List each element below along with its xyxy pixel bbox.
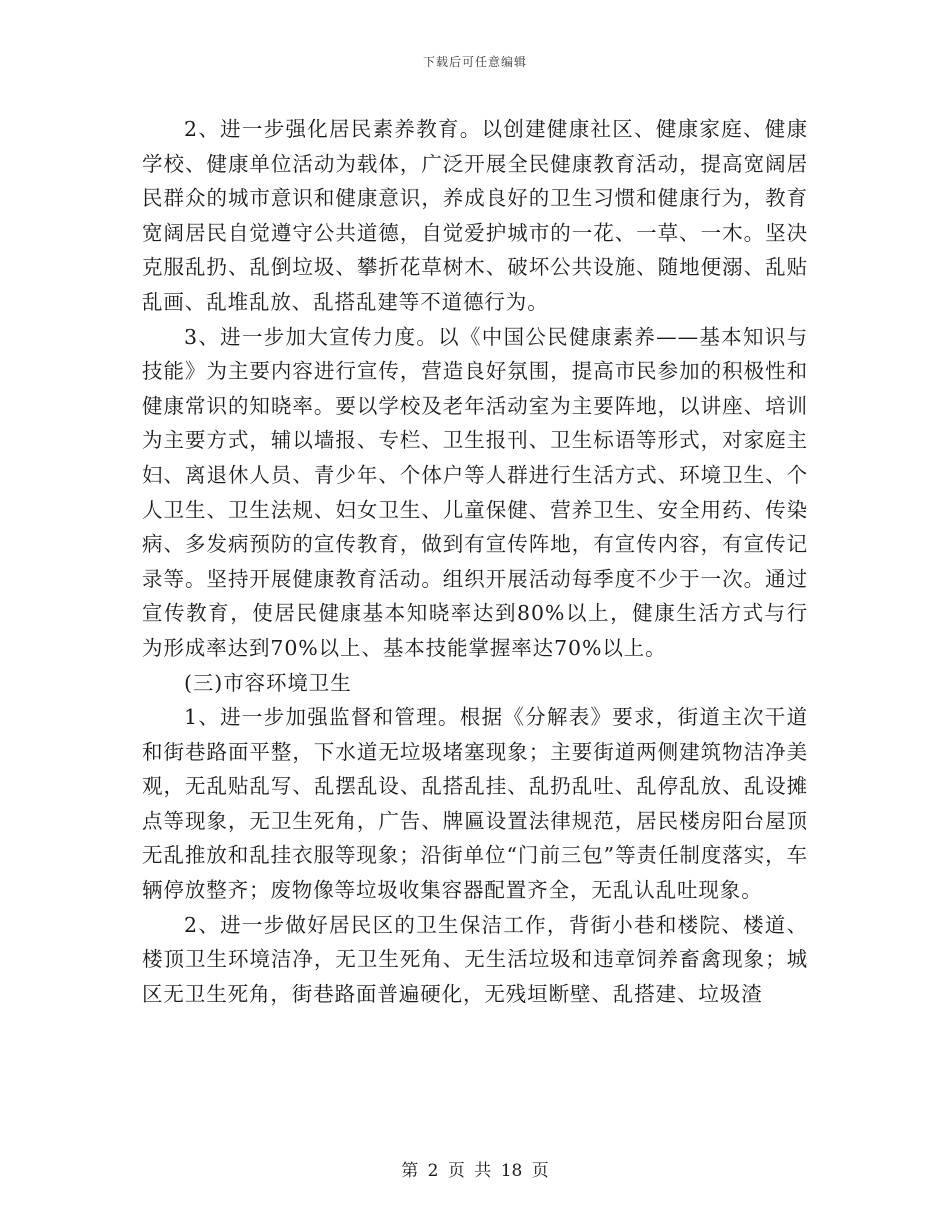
paragraph-publicity-efforts: 3、进一步加大宣传力度。以《中国公民健康素养——基本知识与技能》为主要内容进行宣传，营造良好氛围，提高市民参加的积极性和健康常识的知晓率。要以学校及老年活动室为主要阵地，以讲座、培训为主要方式，辅以墙报、专栏、卫生报刊、卫生标语等形式，对家庭主妇、离退休人员、青少年、个体户等人群进行生活方式、环境卫生、个人卫生、卫生法规、妇女卫生、儿童保健、营养卫生、安全用药、传染病、多发病预防的宣传教育，做到有宣传阵地，有宣传内容，有宣传记录等。坚持开展健康教育活动。组织开展活动每季度不少于一次。通过宣传教育，使居民健康基本知晓率达到80%以上，健康生活方式与行为形成率达到70%以上、基本技能掌握率达70%以上。 <box>142 324 808 660</box>
document-body <box>142 112 808 1011</box>
section-heading-city-sanitation: (三)市容环境卫生 <box>184 670 352 695</box>
paragraph-supervision-management: 1、进一步加强监督和管理。根据《分解表》要求，街道主次干道和街巷路面平整，下水道无垃圾堵塞现象；主要街道两侧建筑物洁净美观，无乱贴乱写、乱摆乱设、乱搭乱挂、乱扔乱吐、乱停乱放、乱设摊点等现象，无卫生死角，广告、牌匾设置法律规范，居民楼房阳台屋顶无乱推放和乱挂衣服等现象；沿街单位“门前三包”等责任制度落实，车辆停放整齐；废物像等垃圾收集容器配置齐全，无乱认乱吐现象。 <box>142 705 808 903</box>
page-number-footer: 第 2 页 共 18 页 <box>401 1161 549 1181</box>
paragraph-resident-literacy-education: 2、进一步强化居民素养教育。以创建健康社区、健康家庭、健康学校、健康单位活动为载体，广泛开展全民健康教育活动，提高宽阔居民群众的城市意识和健康意识，养成良好的卫生习惯和健康行为，教育宽阔居民自觉遵守公共道德，自觉爱护城市的一花、一草、一木。坚决克服乱扔、乱倒垃圾、攀折花草树木、破坏公共设施、随地便溺、乱贴乱画、乱堆乱放、乱搭乱建等不道德行为。 <box>142 117 808 314</box>
page-header: 下载后可任意编辑 <box>422 55 527 69</box>
paragraph-residential-cleaning: 2、进一步做好居民区的卫生保洁工作，背街小巷和楼院、楼道、楼顶卫生环境洁净，无卫生死角、无生活垃圾和违章饲养畜禽现象；城区无卫生死角，街巷路面普遍硬化，无残垣断壁、乱搭建、垃圾渣 <box>142 912 808 1006</box>
